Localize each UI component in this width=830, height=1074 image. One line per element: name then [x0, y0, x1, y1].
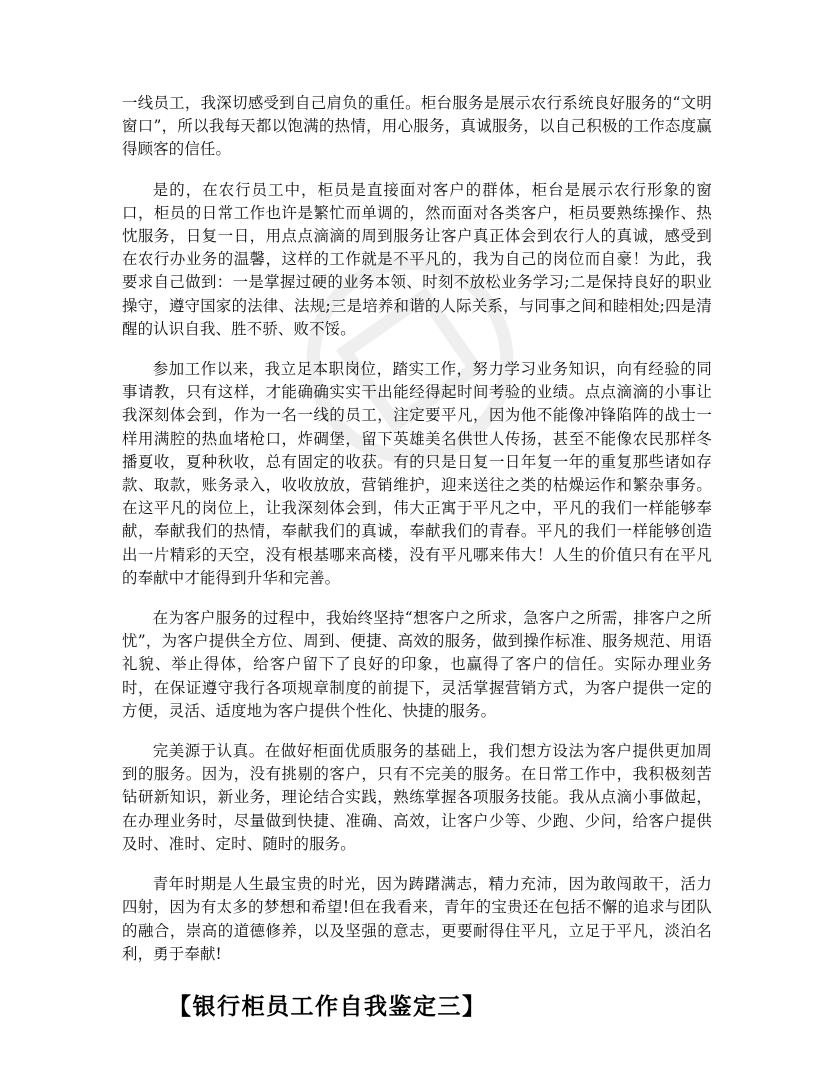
document-body — [122, 92, 712, 1021]
paragraph-4: 在为客户服务的过程中，我始终坚持“想客户之所求，急客户之所需，排客户之所忧”，为客户提供全方位、周到、便捷、高效的服务，做到操作标准、服务规范、用语礼貌、举止得体，给客户留下了良好的印象，也赢得了客户的信任。实际办理业务时，在保证遵守我行各项规章制度的前提下，灵活掌握营销方式，为客户提供一定的方便，灵活、适度地为客户提供个性化、快捷的服务。 — [122, 609, 712, 720]
paragraph-6: 青年时期是人生最宝贵的时光，因为踌躇满志，精力充沛，因为敢闯敢干，活力四射，因为有太多的梦想和希望!但在我看来，青年的宝贵还在包括不懈的追求与团队的融合，崇高的道德修养，以及坚强的意志，更要耐得住平凡，立足于平凡，淡泊名利，勇于奉献! — [122, 875, 712, 963]
paragraph-5: 完美源于认真。在做好柜面优质服务的基础上，我们想方设法为客户提供更加周到的服务。因为，没有挑剔的客户，只有不完美的服务。在日常工作中，我积极刻苦钻研新知识，新业务，理论结合实践，熟练掌握各项服务技能。我从点滴小事做起，在办理业务时，尽量做到快捷、准确、高效，让客户少等、少跑、少问，给客户提供及时、准时、定时、随时的服务。 — [122, 742, 712, 853]
paragraph-1: 一线员工，我深切感受到自己肩负的重任。柜台服务是展示农行系统良好服务的“文明窗口”，所以我每天都以饱满的热情，用心服务，真诚服务，以自己积极的工作态度赢得顾客的信任。 — [122, 94, 712, 159]
paragraph-2: 是的，在农行员工中，柜员是直接面对客户的群体，柜台是展示农行形象的窗口，柜员的日常工作也许是繁忙而单调的，然而面对各类客户，柜员要熟练操作、热忱服务，日复一日，用点点滴滴的周到服务让客户真正体会到农行人的真诚，感受到在农行办业务的温馨，这样的工作就是不平凡的，我为自己的岗位而自豪！为此，我要求自己做到：一是掌握过硬的业务本领、时刻不放松业务学习;二是保持良好的职业操守，遵守国家的法律、法规;三是培养和谐的人际关系，与同事之间和睦相处;四是清醒的认识自我、胜不骄、败不馁。 — [122, 180, 712, 338]
paragraph-3: 参加工作以来，我立足本职岗位，踏实工作，努力学习业务知识，向有经验的同事请教，只有这样，才能确确实实干出能经得起时间考验的业绩。点点滴滴的小事让我深刻体会到，作为一名一线的员工，注定要平凡，因为他不能像冲锋陷阵的战士一样用满腔的热血堵枪口，炸碉堡，留下英雄美名供世人传扬，甚至不能像农民那样冬播夏收，夏种秋收，总有固定的收获。有的只是日复一日年复一年的重复那些诸如存款、取款，账务录入，收收放放，营销维护，迎来送往之类的枯燥运作和繁杂事务。在这平凡的岗位上，让我深刻体会到，伟大正寓于平凡之中，平凡的我们一样能够奉献，奉献我们的热情，奉献我们的真诚，奉献我们的青春。平凡的我们一样能够创造出一片精彩的天空，没有根基哪来高楼，没有平凡哪来伟大！人生的价值只有在平凡的奉献中才能得到升华和完善。 — [122, 360, 712, 587]
section-title: 【银行柜员工作自我鉴定三】 — [168, 993, 487, 1020]
